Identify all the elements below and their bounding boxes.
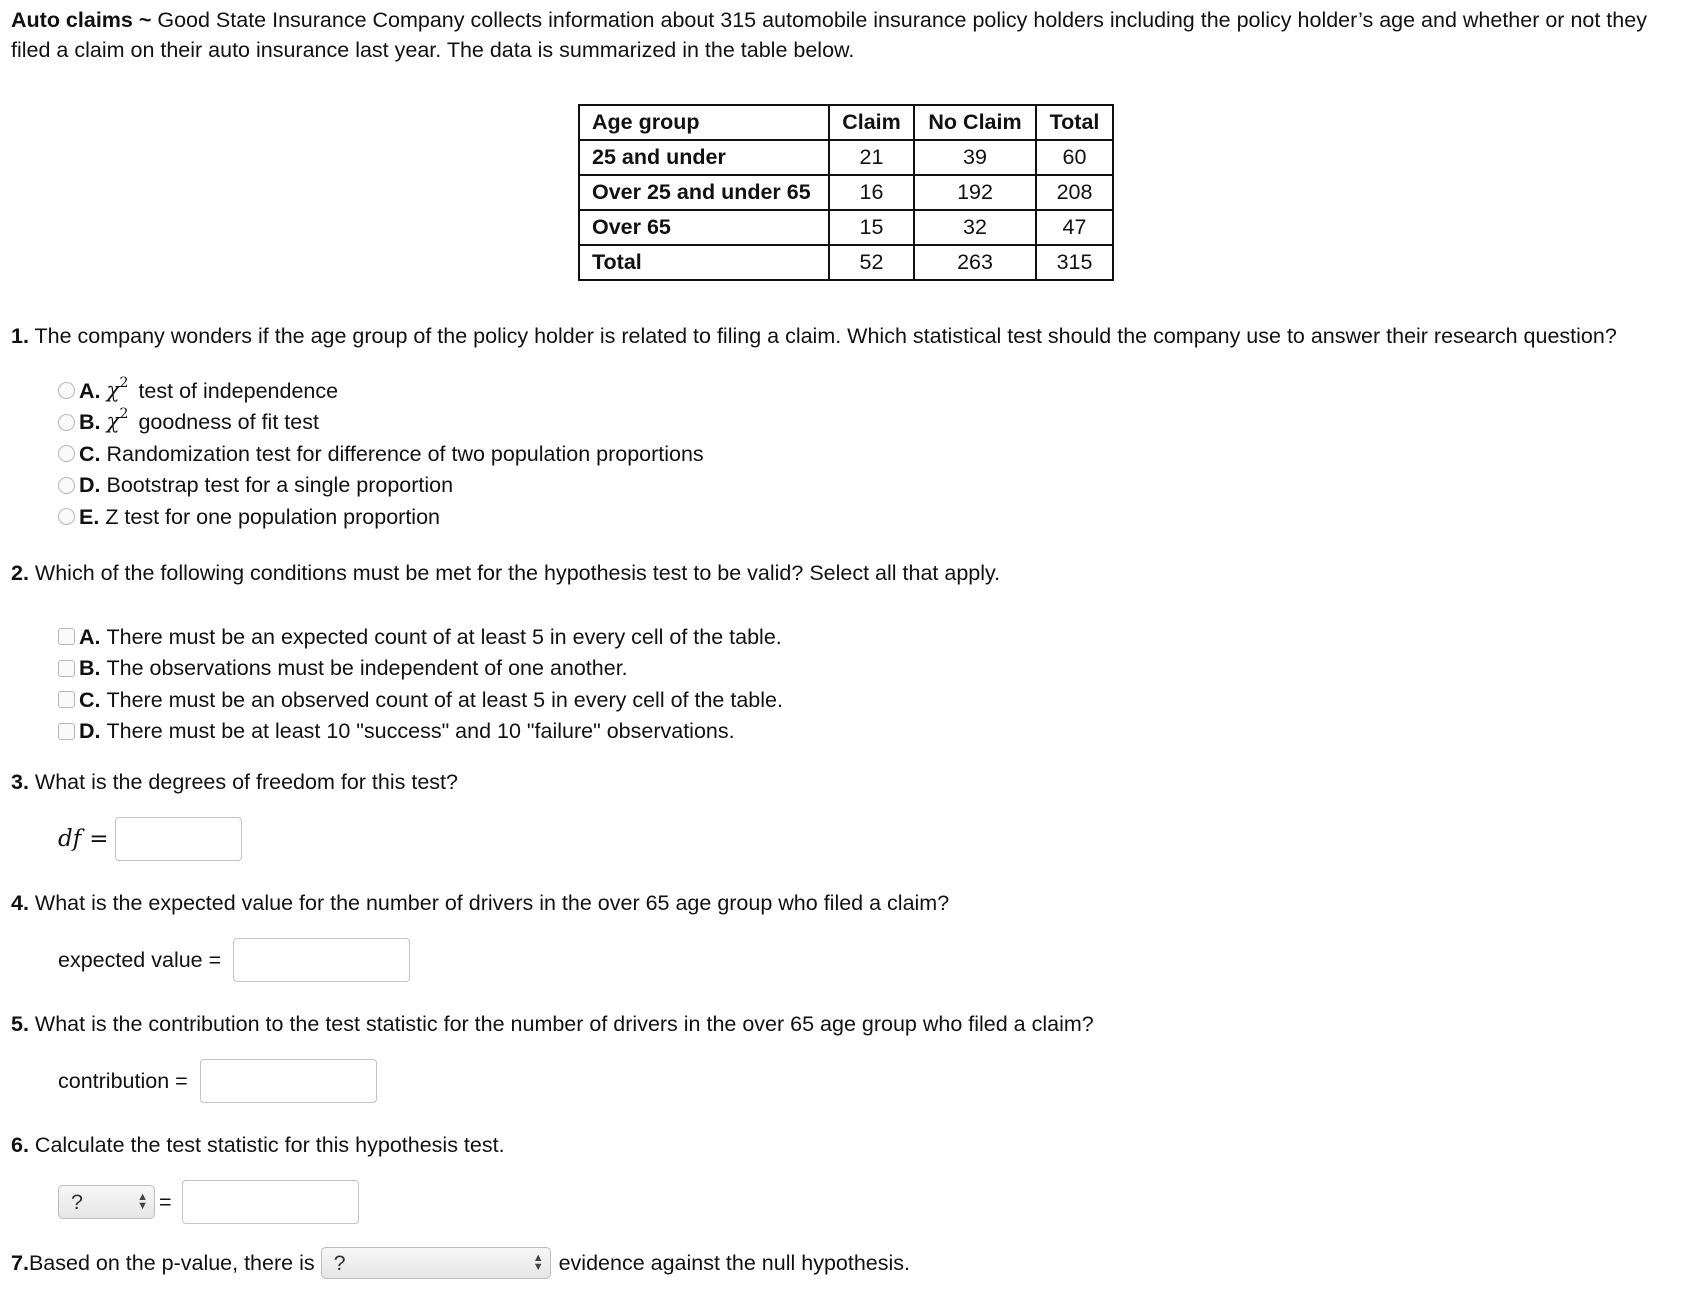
expected-value-label: expected value = [58,947,222,972]
statistic-select[interactable] [58,1185,155,1219]
question-text: Calculate the test statistic for this hypothesis test. [28,1133,505,1157]
intro-text: Good State Insurance Company collects information about 315 automobile insurance policy holders including the policy holder’s age and whether or not they filed a claim on their auto insurance last year. The data is summarized in the table below. [11,8,1647,63]
up-down-arrow-icon: ▲ ▼ [532,1252,544,1273]
q1-options [58,375,704,533]
table-header: No Claim [914,105,1036,140]
q2-option-a[interactable] [58,621,783,653]
option-text: Z test for one population proportion [105,504,440,529]
radio-button[interactable] [58,445,75,462]
question-text: What is the contribution to the test statistic for the number of drivers in the over 65 age group who filed a claim? [28,1012,1094,1036]
superscript: 2 [119,406,129,423]
option-letter: D. [79,719,101,744]
table-cell: 39 [914,140,1036,175]
q1-option-d[interactable] [58,470,704,502]
evidence-select[interactable] [321,1247,551,1279]
table-row [579,175,1113,210]
question-5 [11,1009,1094,1039]
df-symbol: df [58,825,82,852]
option-text: There must be at least 10 "success" and 10 "failure" observations. [106,719,735,744]
q2-option-c[interactable] [58,684,783,716]
q1-option-b[interactable] [58,407,704,439]
question-text: Based on the p-value, there is [28,1250,315,1275]
radio-button[interactable] [58,382,75,399]
df-label [58,823,109,855]
claims-table [578,104,1114,281]
question-2 [11,558,1000,588]
table-row [579,140,1113,175]
question-7 [11,1247,910,1279]
row-label: Over 25 and under 65 [579,175,829,210]
option-letter: A. [79,378,101,403]
chi: χ [106,377,120,403]
option-letter: C. [79,687,101,712]
superscript: 2 [119,374,129,391]
table-header: Total [1036,105,1113,140]
df-input[interactable] [115,817,242,861]
table-cell: 32 [914,210,1036,245]
checkbox[interactable] [58,660,75,677]
option-text: The observations must be independent of one another. [106,656,628,681]
q2-option-b[interactable] [58,653,783,685]
option-letter: B. [79,410,101,435]
expected-value-input[interactable] [233,938,410,982]
table-cell: 47 [1036,210,1113,245]
radio-button[interactable] [58,414,75,431]
question-text: What is the expected value for the number of drivers in the over 65 age group who filed a claim? [28,891,950,915]
test-statistic-input[interactable] [182,1180,359,1224]
expected-value-row [58,938,410,982]
question-number: 5. [11,1012,29,1036]
q2-options [58,621,783,747]
up-down-arrow-icon: ▲ ▼ [137,1191,148,1212]
row-label: Total [579,245,829,280]
df-answer-row [58,817,242,861]
option-letter: E. [79,504,100,529]
row-label: Over 65 [579,210,829,245]
q1-option-e[interactable] [58,501,704,533]
test-statistic-row [58,1180,359,1224]
intro-paragraph [11,5,1681,65]
option-text: There must be an expected count of at least 5 in every cell of the table. [106,624,782,649]
equals-sign: = [89,825,109,852]
question-text: The company wonders if the age group of the policy holder is related to filing a claim. Which statistical test should the company use to answer their research question? [28,324,1617,348]
option-letter: D. [79,473,101,498]
data-table-wrapper [578,104,1114,281]
radio-button[interactable] [58,508,75,525]
question-3 [11,767,458,797]
option-text: Bootstrap test for a single proportion [106,473,454,498]
question-1 [11,321,1617,351]
table-cell: 16 [829,175,914,210]
chi: χ [106,409,120,435]
option-letter: A. [79,624,101,649]
option-text: Randomization test for difference of two population proportions [106,441,704,466]
table-row [579,210,1113,245]
problem-title: Auto claims ~ [11,8,152,32]
select-value: ? [71,1189,83,1214]
question-text: Which of the following conditions must be met for the hypothesis test to be valid? Select all that apply. [28,561,1001,585]
table-cell: 315 [1036,245,1113,280]
row-label: 25 and under [579,140,829,175]
table-cell: 60 [1036,140,1113,175]
table-cell: 52 [829,245,914,280]
table-cell: 208 [1036,175,1113,210]
equals-sign: = [159,1189,172,1214]
select-value: ? [333,1250,346,1275]
question-6 [11,1130,505,1160]
q1-option-c[interactable] [58,438,704,470]
contribution-input[interactable] [200,1059,377,1103]
option-text: There must be an observed count of at least 5 in every cell of the table. [106,687,783,712]
checkbox[interactable] [58,723,75,740]
table-header: Age group [579,105,829,140]
table-cell: 15 [829,210,914,245]
chi-squared-symbol [107,407,129,437]
checkbox[interactable] [58,628,75,645]
option-letter: B. [79,656,101,681]
table-cell: 192 [914,175,1036,210]
question-number: 6. [11,1133,29,1157]
question-number: 3. [11,770,29,794]
checkbox[interactable] [58,691,75,708]
question-number: 2. [11,561,29,585]
table-header-row [579,105,1113,140]
question-number: 4. [11,891,29,915]
radio-button[interactable] [58,477,75,494]
q2-option-d[interactable] [58,716,783,748]
chi-squared-symbol [107,376,129,406]
question-number: 1. [11,324,29,348]
question-4 [11,888,949,918]
option-text: goodness of fit test [138,410,319,435]
question-text: What is the degrees of freedom for this test? [28,770,458,794]
question-page [11,5,1681,1275]
table-row [579,245,1113,280]
option-letter: C. [79,441,101,466]
table-cell: 21 [829,140,914,175]
question-number: 7. [11,1250,29,1275]
contribution-row [58,1059,377,1103]
q1-option-a[interactable] [58,375,704,407]
contribution-label: contribution = [58,1068,188,1093]
option-text: test of independence [138,378,339,403]
table-header: Claim [829,105,914,140]
question-text-after: evidence against the null hypothesis. [558,1250,910,1275]
table-cell: 263 [914,245,1036,280]
